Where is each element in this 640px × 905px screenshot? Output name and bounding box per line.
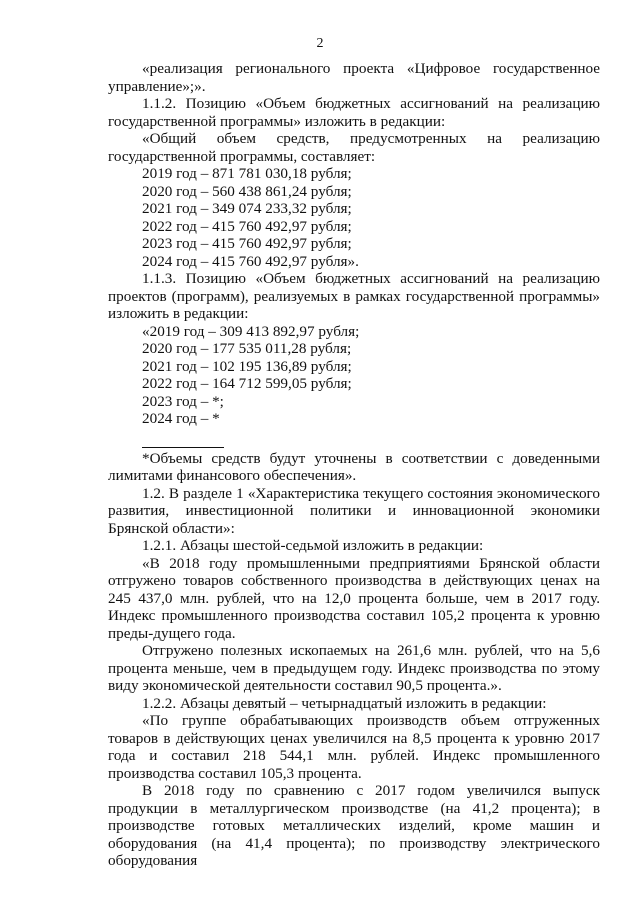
paragraph-item-1-1-2: 1.1.2. Позицию «Объем бюджетных ассигнований на реализацию государственной программы» изложить в редакции: xyxy=(108,95,600,130)
paragraph-item-1-2: 1.2. В разделе 1 «Характеристика текущего состояния экономического развития, инвестиционной политики и инновационной экономики Брянской области»: xyxy=(108,484,600,537)
paragraph-manufacturing: «По группе обрабатывающих производств объем отгруженных товаров в действующих ценах увеличился на 8,5 процента к уровню 2017 года и составил 218 544,1 млн. рублей. Индекс промышленного производства составил 105,3 процента. xyxy=(108,712,600,782)
paragraph-industry-2018: «В 2018 году промышленными предприятиями Брянской области отгружено товаров собственного производства в действующих ценах на 245 437,0 млн. рублей, что на 12,0 процента больше, чем в 2017 году. Индекс промышленного производства составил 105,2 процента к уровню преды-дущего года. xyxy=(108,554,600,642)
budget-years-list xyxy=(108,165,600,270)
paragraph-output-growth: В 2018 году по сравнению с 2017 годом увеличился выпуск продукции в металлургическом производстве (на 41,2 процента); в производстве готовых металлических изделий, кроме машин и оборудования (на 41,4 процента); по производству электрического оборудования xyxy=(108,782,600,869)
budget-year-line: 2023 год – 415 760 492,97 рубля; xyxy=(142,235,352,252)
paragraph-minerals: Отгружено полезных ископаемых на 261,6 млн. рублей, что на 5,6 процента меньше, чем в предыдущем году. Индекс производства по этому виду экономической деятельности составил 90,5 процента.». xyxy=(108,642,600,694)
budget-year-line: 2020 год – 560 438 861,24 рубля; xyxy=(142,182,352,200)
budget-year-line: 2024 год – 415 760 492,97 рубля». xyxy=(142,252,359,270)
project-year-line: 2020 год – 177 535 011,28 рубля; xyxy=(142,340,352,357)
footnote-divider xyxy=(142,447,224,448)
project-years-list xyxy=(108,323,600,428)
budget-year-line: 2022 год – 415 760 492,97 рубля; xyxy=(142,217,352,235)
project-year-line: 2021 год – 102 195 136,89 рубля; xyxy=(142,357,352,375)
page-number: 2 xyxy=(316,36,324,51)
document-body xyxy=(108,60,600,870)
paragraph-item-1-2-1: 1.2.1. Абзацы шестой-седьмой изложить в редакции: xyxy=(142,537,484,554)
project-year-line: 2022 год – 164 712 599,05 рубля; xyxy=(142,375,352,392)
paragraph-digital-project: «реализация регионального проекта «Цифровое государственное управление»;». xyxy=(108,60,600,95)
project-year-line: 2023 год – *; xyxy=(142,392,224,410)
budget-year-line: 2019 год – 871 781 030,18 рубля; xyxy=(142,165,352,182)
paragraph-item-1-1-3: 1.1.3. Позицию «Объем бюджетных ассигнований на реализацию проектов (программ), реализуемых в рамках государственной программы» изложить в редакции: xyxy=(108,270,600,322)
project-year-line: 2024 год – * xyxy=(142,410,220,427)
paragraph-item-1-2-2: 1.2.2. Абзацы девятый – четырнадцатый изложить в редакции: xyxy=(142,694,547,712)
footnote-text: *Объемы средств будут уточнены в соответствии с доведенными лимитами финансового обеспечения». xyxy=(108,449,600,484)
project-year-line: «2019 год – 309 413 892,97 рубля; xyxy=(142,322,360,340)
paragraph-total-funds: «Общий объем средств, предусмотренных на реализацию государственной программы, составляет: xyxy=(108,130,600,165)
budget-year-line: 2021 год – 349 074 233,32 рубля; xyxy=(142,200,352,217)
